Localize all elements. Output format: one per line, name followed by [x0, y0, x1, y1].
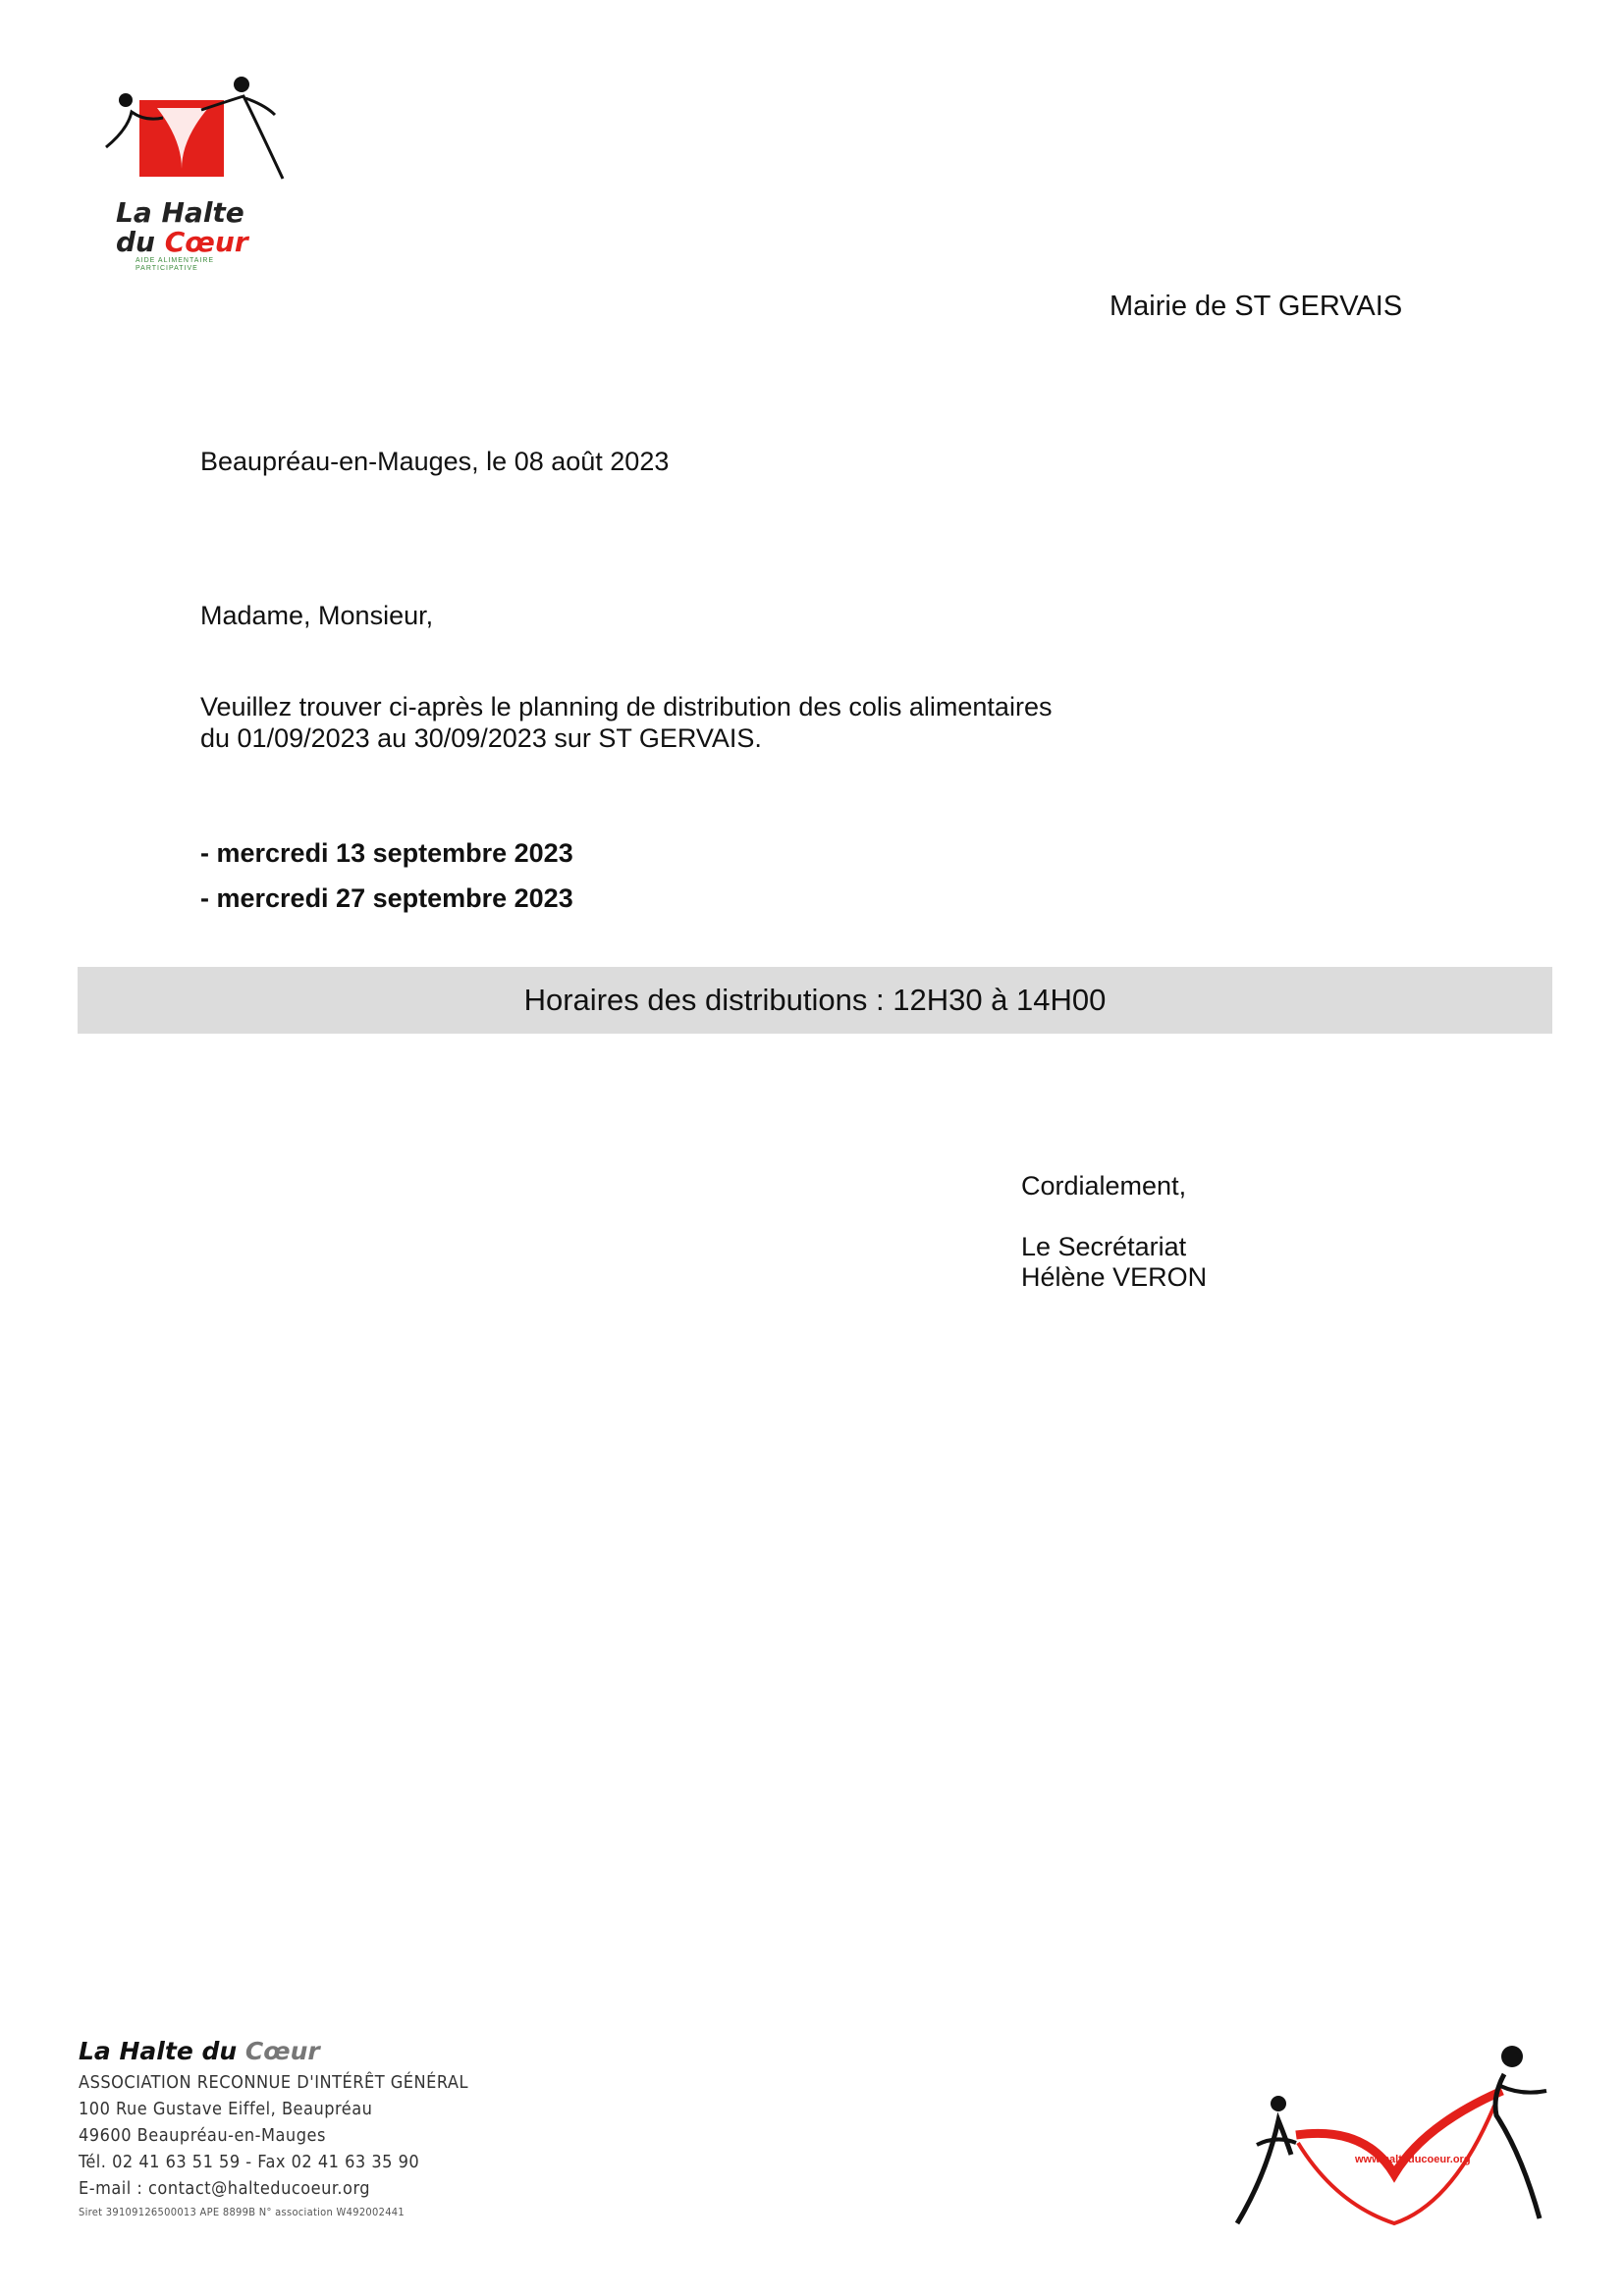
hours-banner: Horaires des distributions : 12H30 à 14H00: [78, 967, 1552, 1034]
footer-org-name-accent: Cœur: [244, 2037, 320, 2065]
logo-name-accent: Cœur: [164, 226, 248, 258]
footer-address: [79, 2037, 468, 2218]
footer-line: Tél. 02 41 63 51 59 - Fax 02 41 63 35 90: [79, 2152, 420, 2172]
logo-tagline-line1: AIDE ALIMENTAIRE: [135, 257, 215, 264]
footer-email: E-mail : contact@halteducoeur.org: [79, 2178, 371, 2199]
logo-name-prefix: du: [116, 226, 165, 258]
footer-line: ASSOCIATION RECONNUE D'INTÉRÊT GÉNÉRAL: [79, 2072, 468, 2093]
dancing-figures-heart-icon: [1227, 2037, 1551, 2233]
distribution-dates: [200, 838, 573, 929]
logo-name-line1: La Halte: [116, 196, 244, 229]
footer-logo: [1227, 2037, 1551, 2233]
footer-line: 100 Rue Gustave Eiffel, Beaupréau: [79, 2099, 373, 2119]
intro-line-1: Veuillez trouver ci-après le planning de distribution des colis alimentaires: [200, 692, 1053, 721]
intro-line-2: du 01/09/2023 au 30/09/2023 sur ST GERVAIS.: [200, 723, 762, 753]
signature-name: Hélène VERON: [1021, 1262, 1208, 1292]
footer-legal-ids: Siret 39109126500013 APE 8899B N° association W492002441: [79, 2206, 405, 2218]
logo-tagline-line2: PARTICIPATIVE: [135, 265, 198, 272]
footer-line: 49600 Beaupréau-en-Mauges: [79, 2125, 326, 2146]
logo-name-line2: [116, 228, 295, 257]
intro-paragraph: [200, 691, 1052, 754]
footer-org-name-prefix: La Halte du: [79, 2037, 245, 2065]
signature: [1021, 1232, 1207, 1293]
recipient: Mairie de ST GERVAIS: [1110, 291, 1403, 322]
salutation: Madame, Monsieur,: [200, 601, 434, 630]
date-item: - mercredi 13 septembre 2023: [200, 838, 573, 868]
signature-title: Le Secrétariat: [1021, 1232, 1187, 1261]
footer-website: www.halteducoeur.org: [1355, 2154, 1471, 2165]
header-logo: [98, 71, 295, 277]
halte-du-coeur-logo-icon: [98, 71, 295, 198]
place-date: Beaupréau-en-Mauges, le 08 août 2023: [200, 447, 670, 476]
closing: Cordialement,: [1021, 1171, 1187, 1201]
footer-org-name: [79, 2037, 468, 2065]
date-item: - mercredi 27 septembre 2023: [200, 883, 573, 913]
